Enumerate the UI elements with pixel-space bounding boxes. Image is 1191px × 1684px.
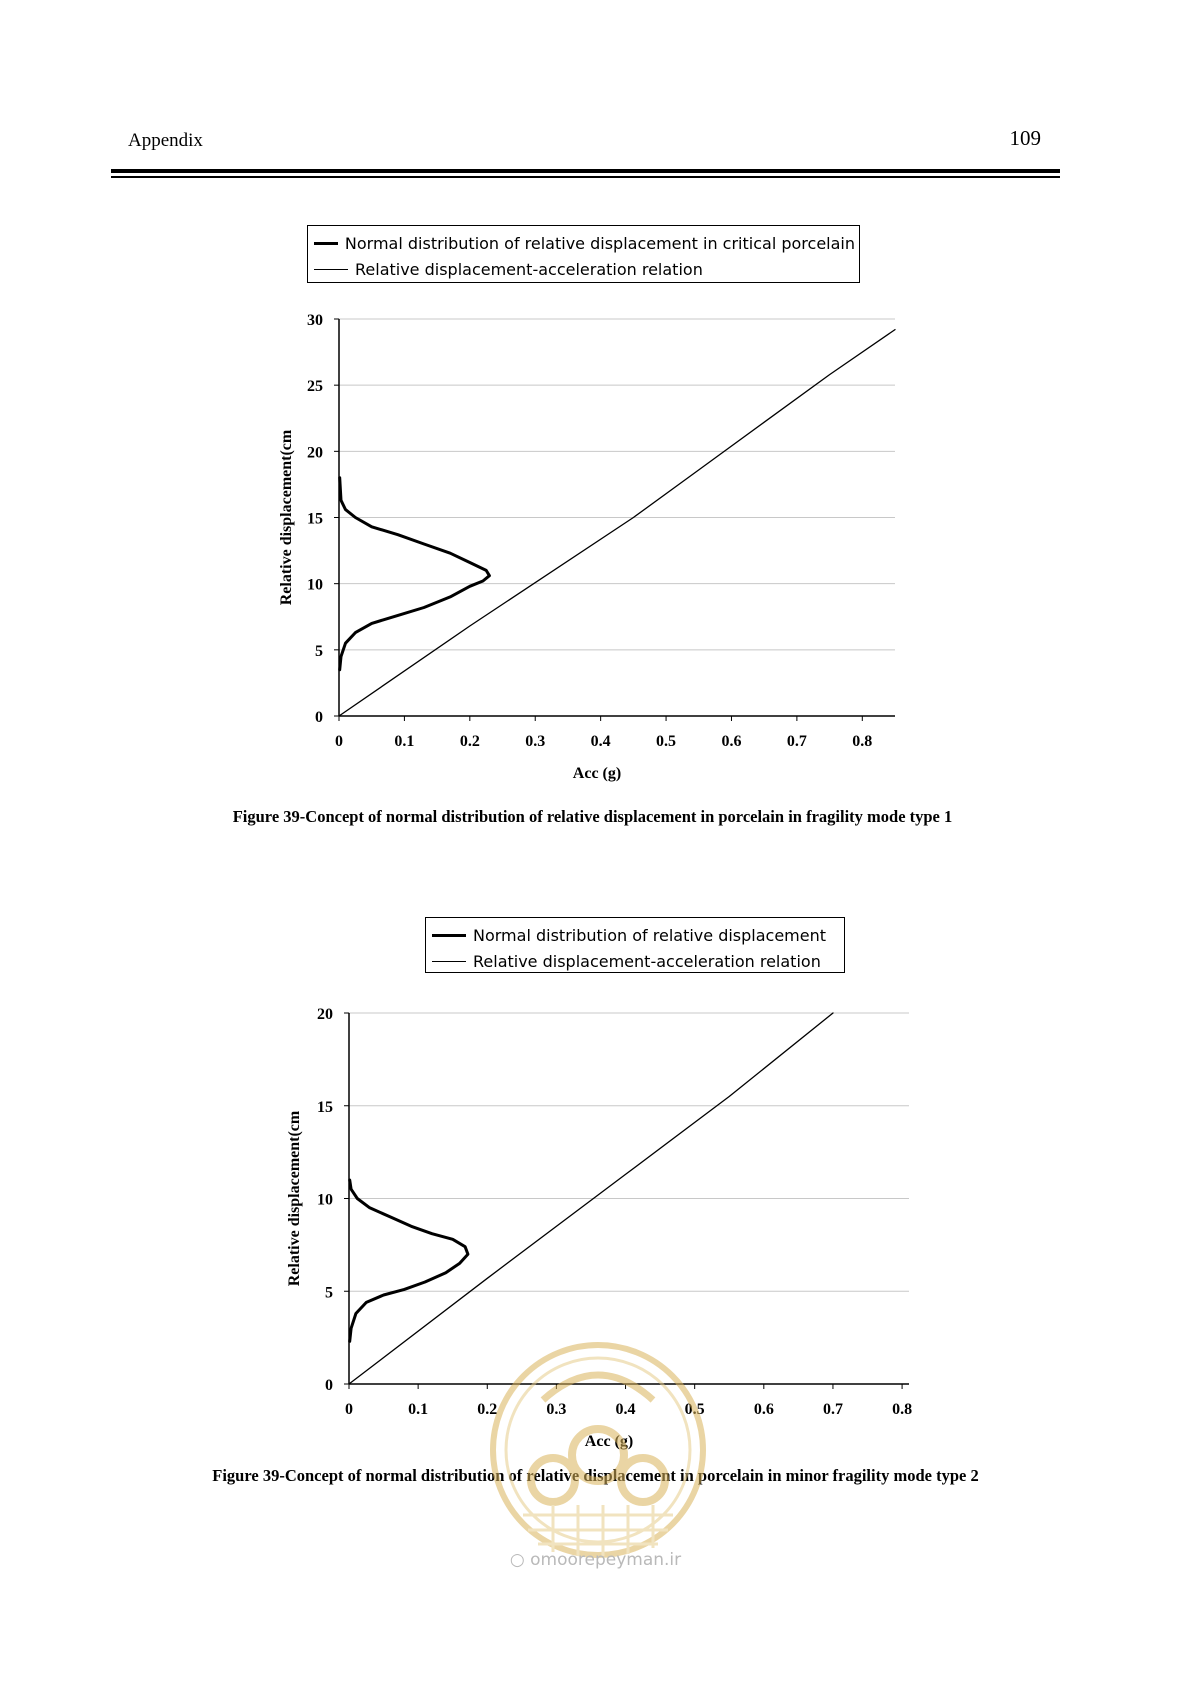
chart0-y-tick-label: 0 bbox=[315, 709, 323, 726]
figure2-legend-item-normal bbox=[432, 922, 840, 948]
chart0-x-tick-label: 0.4 bbox=[590, 733, 611, 750]
chart1-series-normal-distribution-curve bbox=[350, 1180, 468, 1341]
chart0-y-tick-label: 5 bbox=[315, 642, 323, 660]
chart0-x-tick-label: 0.8 bbox=[852, 733, 873, 750]
chart0-x-axis-label: Acc (g) bbox=[572, 765, 622, 782]
chart1-x-tick-label: 0.4 bbox=[615, 1401, 636, 1418]
chart1-x-tick-label: 0 bbox=[345, 1401, 353, 1418]
chart0-y-tick-label: 10 bbox=[307, 576, 323, 594]
chart1-y-tick-label: 20 bbox=[317, 1006, 333, 1023]
legend-thin-line-icon bbox=[432, 961, 466, 962]
figure2-caption: Figure 39-Concept of normal distribution of relative displacement in porcelain in minor fragility mode type 2 bbox=[212, 1466, 979, 1485]
chart1-x-tick-label: 0.8 bbox=[892, 1401, 913, 1418]
chart0-y-tick-label: 15 bbox=[307, 510, 323, 528]
chart1-y-tick-label: 5 bbox=[325, 1284, 333, 1302]
figure2-legend bbox=[425, 917, 845, 973]
legend-thick-line-icon bbox=[432, 934, 466, 937]
figure1-legend-label-relation: Relative displacement-acceleration relation bbox=[355, 259, 703, 279]
figure1-legend-label-normal: Normal distribution of relative displacement in critical porcelain bbox=[344, 233, 855, 253]
chart0-y-tick-label: 30 bbox=[307, 312, 323, 329]
chart1-y-tick-label: 0 bbox=[325, 1377, 333, 1394]
running-header-section: Appendix bbox=[128, 130, 203, 151]
chart0-x-tick-label: 0.7 bbox=[786, 733, 807, 750]
chart1-y-axis-label: Relative displacement(cm bbox=[286, 1110, 303, 1287]
chart1-x-tick-label: 0.3 bbox=[546, 1401, 567, 1418]
figure1-caption: Figure 39-Concept of normal distribution of relative displacement in porcelain in fragility mode type 1 bbox=[232, 807, 953, 826]
chart1-x-axis-label: Acc (g) bbox=[584, 1433, 634, 1450]
page-number: 109 bbox=[1009, 126, 1041, 150]
chart0-x-tick-label: 0.5 bbox=[656, 733, 677, 750]
chart1-x-tick-label: 0.2 bbox=[477, 1401, 498, 1418]
chart0-y-tick-label: 20 bbox=[307, 444, 323, 462]
chart0-x-tick-label: 0.1 bbox=[394, 733, 415, 750]
chart0-x-tick-label: 0 bbox=[335, 733, 343, 750]
watermark-url bbox=[0, 1550, 1191, 1570]
chart0-x-tick-label: 0.6 bbox=[721, 733, 742, 750]
chart1-y-tick-label: 10 bbox=[317, 1191, 333, 1209]
chart1-x-tick-label: 0.6 bbox=[753, 1401, 774, 1418]
chart0-x-tick-label: 0.2 bbox=[459, 733, 480, 750]
chart0-x-tick-label: 0.3 bbox=[525, 733, 546, 750]
figure2-legend-label-relation: Relative displacement-acceleration relation bbox=[473, 951, 821, 971]
figure2-legend-item-relation bbox=[432, 948, 840, 974]
chart1-x-tick-label: 0.1 bbox=[408, 1401, 429, 1418]
globe-icon: ○ bbox=[509, 1550, 525, 1570]
chart1-y-tick-label: 15 bbox=[317, 1098, 333, 1116]
chart1-x-tick-label: 0.7 bbox=[822, 1401, 843, 1418]
chart0-y-axis-label: Relative displacement(cm bbox=[278, 429, 295, 606]
chart1-x-tick-label: 0.5 bbox=[684, 1401, 705, 1418]
watermark-url-text: omoorepeyman.ir bbox=[530, 1550, 682, 1570]
figure2-legend-label-normal: Normal distribution of relative displacement bbox=[473, 925, 827, 945]
chart0-y-tick-label: 25 bbox=[307, 378, 323, 396]
